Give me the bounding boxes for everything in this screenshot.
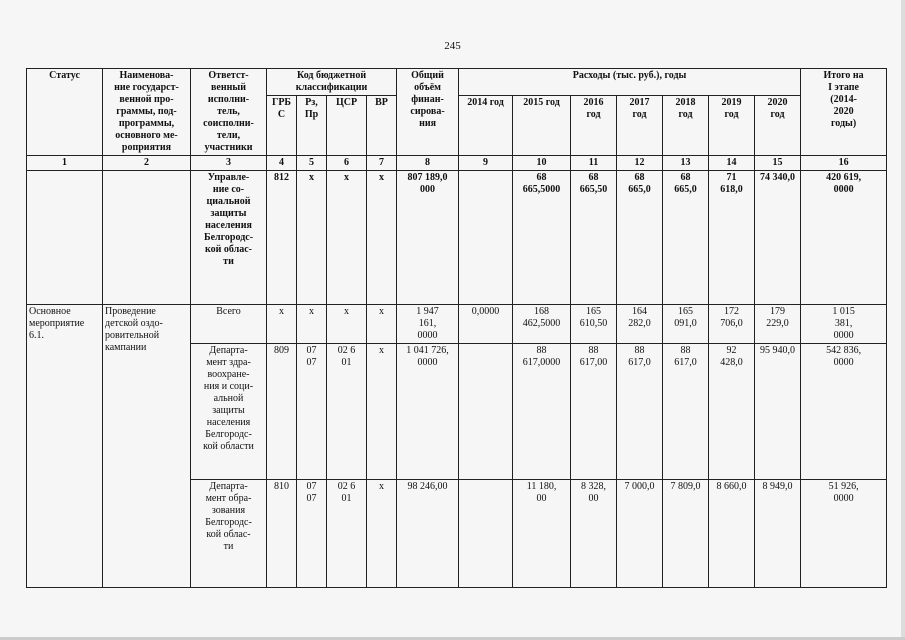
header-2017: 2017 год xyxy=(617,96,663,156)
cell-2016: 8 328, 00 xyxy=(571,480,617,588)
header-2019: 2019 год xyxy=(709,96,755,156)
cell-responsible: Департа- мент здра- воохране- ния и соци- альной защиты населения Белгородс- кой области xyxy=(191,344,267,480)
header-program-name: Наименова- ние государст- венной про- граммы, под- программы, основного ме- роприятия xyxy=(103,69,191,156)
cell-2017: 68 665,0 xyxy=(617,171,663,305)
cell-2015: 68 665,5000 xyxy=(513,171,571,305)
cell-rzpr: х xyxy=(297,171,327,305)
header-2020: 2020 год xyxy=(755,96,801,156)
column-number-row xyxy=(27,156,887,171)
column-number: 13 xyxy=(663,156,709,171)
cell-stage-total: 51 926, 0000 xyxy=(801,480,887,588)
cell-2020: 8 949,0 xyxy=(755,480,801,588)
scan-edge xyxy=(901,0,905,640)
cell-stage-total: 420 619, 0000 xyxy=(801,171,887,305)
cell-rzpr: х xyxy=(297,305,327,344)
column-number: 8 xyxy=(397,156,459,171)
header-rzpr: Рз, Пр xyxy=(297,96,327,156)
cell-2017: 7 000,0 xyxy=(617,480,663,588)
cell-stage-total: 542 836, 0000 xyxy=(801,344,887,480)
cell-responsible: Всего xyxy=(191,305,267,344)
table-row xyxy=(27,171,887,305)
cell-csr: х xyxy=(327,171,367,305)
column-number: 3 xyxy=(191,156,267,171)
cell-2014 xyxy=(459,171,513,305)
cell-2018: 165 091,0 xyxy=(663,305,709,344)
cell-responsible: Управле- ние со- циальной защиты населения Белгородс- кой облас- ти xyxy=(191,171,267,305)
page-number: 245 xyxy=(444,40,461,52)
cell-2019: 8 660,0 xyxy=(709,480,755,588)
cell-2016: 165 610,50 xyxy=(571,305,617,344)
cell-2017: 164 282,0 xyxy=(617,305,663,344)
cell-grbs: 809 xyxy=(267,344,297,480)
cell-vr: х xyxy=(367,305,397,344)
cell-vr: х xyxy=(367,480,397,588)
cell-2019: 92 428,0 xyxy=(709,344,755,480)
header-grbs: ГРБ С xyxy=(267,96,297,156)
column-number: 2 xyxy=(103,156,191,171)
cell-grbs: х xyxy=(267,305,297,344)
header-status: Статус xyxy=(27,69,103,156)
header-2016: 2016 год xyxy=(571,96,617,156)
cell-total: 98 246,00 xyxy=(397,480,459,588)
cell-rzpr: 07 07 xyxy=(297,480,327,588)
cell-2020: 95 940,0 xyxy=(755,344,801,480)
cell-rzpr: 07 07 xyxy=(297,344,327,480)
column-number: 10 xyxy=(513,156,571,171)
cell-2018: 88 617,0 xyxy=(663,344,709,480)
cell-2019: 71 618,0 xyxy=(709,171,755,305)
cell-grbs: 812 xyxy=(267,171,297,305)
cell-stage-total: 1 015 381, 0000 xyxy=(801,305,887,344)
header-stage-total: Итого на I этапе (2014- 2020 годы) xyxy=(801,69,887,156)
cell-vr: х xyxy=(367,344,397,480)
cell-csr: 02 6 01 xyxy=(327,344,367,480)
cell-2018: 68 665,0 xyxy=(663,171,709,305)
cell-total: 1 041 726, 0000 xyxy=(397,344,459,480)
column-number: 5 xyxy=(297,156,327,171)
cell-grbs: 810 xyxy=(267,480,297,588)
cell-2015: 168 462,5000 xyxy=(513,305,571,344)
column-number: 7 xyxy=(367,156,397,171)
column-number: 16 xyxy=(801,156,887,171)
header-2014: 2014 год xyxy=(459,96,513,156)
column-number: 4 xyxy=(267,156,297,171)
cell-2020: 74 340,0 xyxy=(755,171,801,305)
cell-total: 1 947 161, 0000 xyxy=(397,305,459,344)
cell-2014 xyxy=(459,480,513,588)
cell-total: 807 189,0 000 xyxy=(397,171,459,305)
header-row-1 xyxy=(27,69,887,96)
column-number: 6 xyxy=(327,156,367,171)
table-row xyxy=(27,305,887,344)
cell-2015: 88 617,0000 xyxy=(513,344,571,480)
cell-2014 xyxy=(459,344,513,480)
header-vr: ВР xyxy=(367,96,397,156)
cell-2015: 11 180, 00 xyxy=(513,480,571,588)
cell-program-name: Проведение детской оздо- ровительной кампании xyxy=(103,305,191,588)
header-csr: ЦСР xyxy=(327,96,367,156)
header-2018: 2018 год xyxy=(663,96,709,156)
header-2015: 2015 год xyxy=(513,96,571,156)
cell-2020: 179 229,0 xyxy=(755,305,801,344)
cell-vr: х xyxy=(367,171,397,305)
cell-2014: 0,0000 xyxy=(459,305,513,344)
cell-csr: х xyxy=(327,305,367,344)
cell-2016: 68 665,50 xyxy=(571,171,617,305)
column-number: 1 xyxy=(27,156,103,171)
header-budget-code: Код бюджетной классификации xyxy=(267,69,397,96)
cell-2018: 7 809,0 xyxy=(663,480,709,588)
cell-status xyxy=(27,171,103,305)
header-expenses: Расходы (тыс. руб.), годы xyxy=(459,69,801,96)
column-number: 15 xyxy=(755,156,801,171)
column-number: 14 xyxy=(709,156,755,171)
header-total-volume: Общий объём финан- сирова- ния xyxy=(397,69,459,156)
column-number: 12 xyxy=(617,156,663,171)
header-responsible: Ответст- венный исполни- тель, соисполни- тели, участники xyxy=(191,69,267,156)
budget-table xyxy=(26,68,887,588)
cell-2016: 88 617,00 xyxy=(571,344,617,480)
column-number: 9 xyxy=(459,156,513,171)
cell-csr: 02 6 01 xyxy=(327,480,367,588)
cell-2019: 172 706,0 xyxy=(709,305,755,344)
cell-program-name xyxy=(103,171,191,305)
cell-status: Основное мероприятие 6.1. xyxy=(27,305,103,588)
cell-2017: 88 617,0 xyxy=(617,344,663,480)
column-number: 11 xyxy=(571,156,617,171)
cell-responsible: Департа- мент обра- зования Белгородс- кой облас- ти xyxy=(191,480,267,588)
